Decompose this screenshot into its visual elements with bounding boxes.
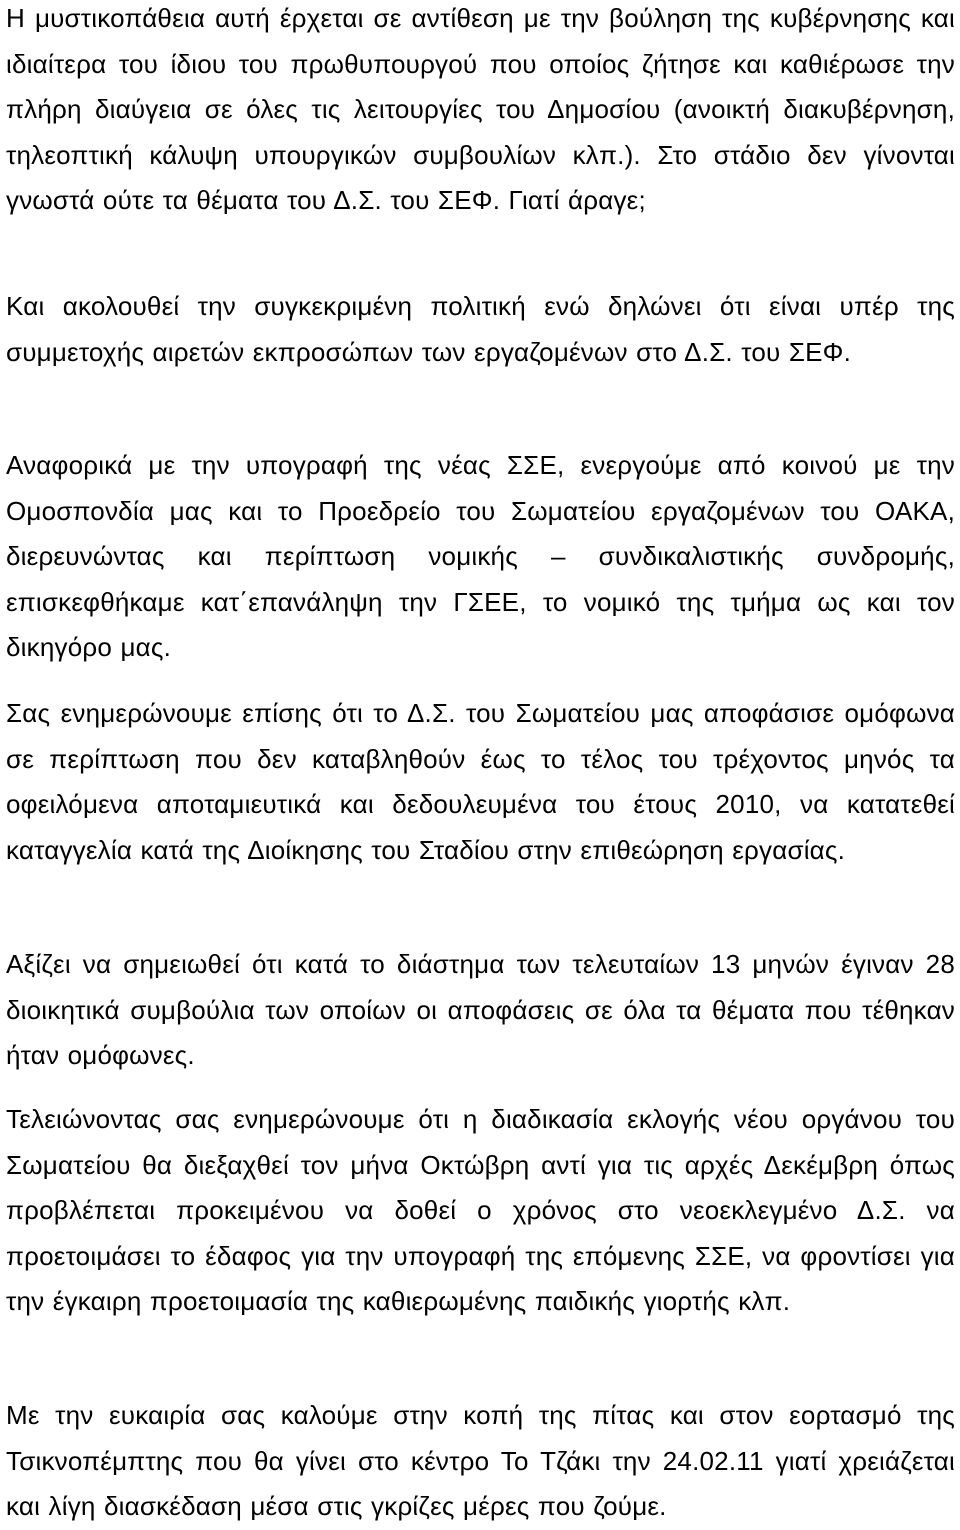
paragraph-sse-signing: Αναφορικά με την υπογραφή της νέας ΣΣΕ, ενεργούμε από κοινού με την Ομοσπονδία μας και το Προεδρείο του Σωματείου εργαζομένων του ΟΑΚΑ, διερευνώντας και περίπτωση νομικής – συνδικαλιστικής συνδρομής, επισκεφθήκαμε κατ΄επανάληψη την ΓΣΕΕ, το νομικό της τμήμα ως και τον δικηγόρο μας.	[6, 450, 955, 662]
paragraph-elections: Τελειώνοντας σας ενημερώνουμε ότι η διαδικασία εκλογής νέου οργάνου του Σωματείου θα διεξαχθεί τον μήνα Οκτώβρη αντί για τις αρχές Δεκέμβρη όπως προβλέπεται προκειμένου να δοθεί ο χρόνος στο νεοεκλεγμένο Δ.Σ. να προετοιμάσει το έδαφος για την υπογραφή της επόμενης ΣΣΕ, να φροντίσει για την έγκαιρη προετοιμασία της καθιερωμένης παιδικής γιορτής κλπ.	[6, 1104, 955, 1316]
paragraph-board-decision: Σας ενημερώνουμε επίσης ότι το Δ.Σ. του Σωματείου μας αποφάσισε ομόφωνα σε περίπτωση που δεν καταβληθούν έως το τέλος του τρέχοντος μηνός τα οφειλόμενα αποταμιευτικά και δεδουλευμένα του έτους 2010, να κατατεθεί καταγγελία κατά της Διοίκησης του Σταδίου στην επιθεώρηση εργασίας.	[6, 698, 955, 865]
paragraph-invitation: Με την ευκαιρία σας καλούμε στην κοπή της πίτας και στον εορτασμό της Τσικνοπέμπτης που θα γίνει στο κέντρο Το Τζάκι την 24.02.11 γιατί χρειάζεται και λίγη διασκέδαση μέσα στις γκρίζες μέρες που ζούμε.	[6, 1400, 955, 1521]
paragraph-board-meetings: Αξίζει να σημειωθεί ότι κατά το διάστημα των τελευταίων 13 μηνών έγιναν 28 διοικητικά συμβούλια των οποίων οι αποφάσεις σε όλα τα θέματα που τέθηκαν ήταν ομόφωνες.	[6, 949, 955, 1070]
paragraph-policy: Και ακολουθεί την συγκεκριμένη πολιτική ενώ δηλώνει ότι είναι υπέρ της συμμετοχής αιρετών εκπροσώπων των εργαζομένων στο Δ.Σ. του ΣΕΦ.	[6, 291, 955, 367]
paragraph-secrecy: Η μυστικοπάθεια αυτή έρχεται σε αντίθεση με την βούληση της κυβέρνησης και ιδιαίτερα του ίδιου του πρωθυπουργού που οποίος ζήτησε και καθιέρωσε την πλήρη διαύγεια σε όλες τις λειτουργίες του Δημοσίου (ανοικτή διακυβέρνηση, τηλεοπτική κάλυψη υπουργικών συμβουλίων κλπ.). Στο στάδιο δεν γίνονται γνωστά ούτε τα θέματα του Δ.Σ. του ΣΕΦ. Γιατί άραγε;	[6, 3, 955, 215]
